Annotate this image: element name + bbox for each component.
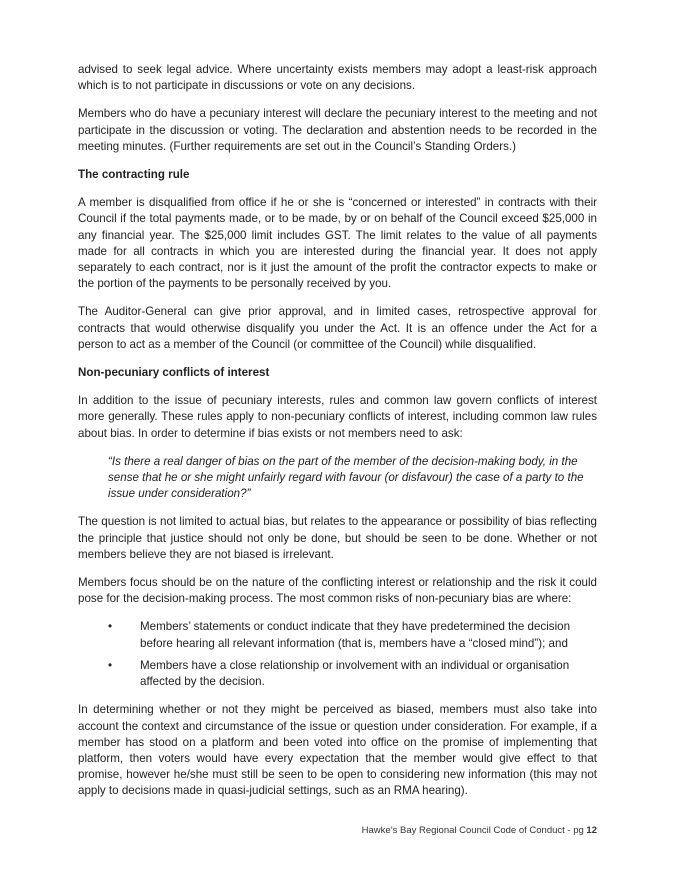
paragraph-context: In determining whether or not they might be perceived as biased, members must also take into account the context and circumstance of the issue or question under consideration. For example, if a member has stood on a platform and been voted into office on the promise of implementing that platform, then voters would have every expectation that the member would give effect to that promise, however he/she must still be seen to be open to considering new information (this may not apply to decisions made in quasi-judicial settings, such as an RMA hearing). xyxy=(78,703,597,798)
list-item xyxy=(78,619,597,651)
bullet-icon: • xyxy=(108,620,113,634)
document-body xyxy=(78,62,597,812)
heading-contracting-rule: The contracting rule xyxy=(78,168,190,182)
page-number: 12 xyxy=(586,825,597,836)
list-item xyxy=(78,658,597,690)
bias-test-quote: “Is there a real danger of bias on the part of the member of the decision-making body, in the sense that he or she might unfairly regard with favour (or disfavour) the case of a party to the issue under consideration?” xyxy=(108,454,584,501)
list-item-text: Members have a close relationship or involvement with an individual or organisation affected by the decision. xyxy=(140,658,570,689)
paragraph-appearance-of-bias: The question is not limited to actual bias, but relates to the appearance or possibility of bias reflecting the principle that justice should not only be done, but should be seen to be done. Whether or not members believe they are not biased is irrelevant. xyxy=(78,515,597,561)
paragraph-common-law: In addition to the issue of pecuniary interests, rules and common law govern conflicts of interest more generally. These rules apply to non-pecuniary conflicts of interest, including common law rules about bias. In order to determine if bias exists or not members need to ask: xyxy=(78,394,597,440)
paragraph-disqualification: A member is disqualified from office if he or she is “concerned or interested” in contracts with their Council if the total payments made, or to be made, by or on behalf of the Council exceed $25,000 in any financial year. The $25,000 limit includes GST. The limit relates to the value of all payments made for all contracts in which you are interested during the financial year. It does not apply separately to each contract, nor is it just the amount of the profit the contractor expects to make or the portion of the payments to be personally received by you. xyxy=(78,196,597,291)
footer-text: Hawke’s Bay Regional Council Code of Conduct - pg xyxy=(361,825,587,836)
paragraph-declare-interest: Members who do have a pecuniary interest will declare the pecuniary interest to the meeting and not participate in the discussion or voting. The declaration and abstention needs to be recorded in the meeting minutes. (Further requirements are set out in the Council’s Standing Orders.) xyxy=(78,107,597,153)
list-item-text: Members’ statements or conduct indicate that they have predetermined the decision before hearing all relevant information (that is, members have a “closed mind”); and xyxy=(140,620,571,650)
risk-list xyxy=(78,619,597,690)
bullet-icon: • xyxy=(108,658,113,672)
paragraph-legal-advice: advised to seek legal advice. Where uncertainty exists members may adopt a least-risk approach which is to not participate in discussions or vote on any decisions. xyxy=(78,63,597,93)
page-footer xyxy=(362,825,597,836)
paragraph-auditor-general: The Auditor-General can give prior approval, and in limited cases, retrospective approval for contracts that would otherwise disqualify you under the Act. It is an offence under the Act for a person to act as a member of the Council (or committee of the Council) while disqualified. xyxy=(78,305,597,351)
paragraph-risks-intro: Members focus should be on the nature of the conflicting interest or relationship and the risk it could pose for the decision-making process. The most common risks of non-pecuniary bias are where: xyxy=(78,576,597,606)
heading-non-pecuniary: Non-pecuniary conflicts of interest xyxy=(78,366,270,380)
